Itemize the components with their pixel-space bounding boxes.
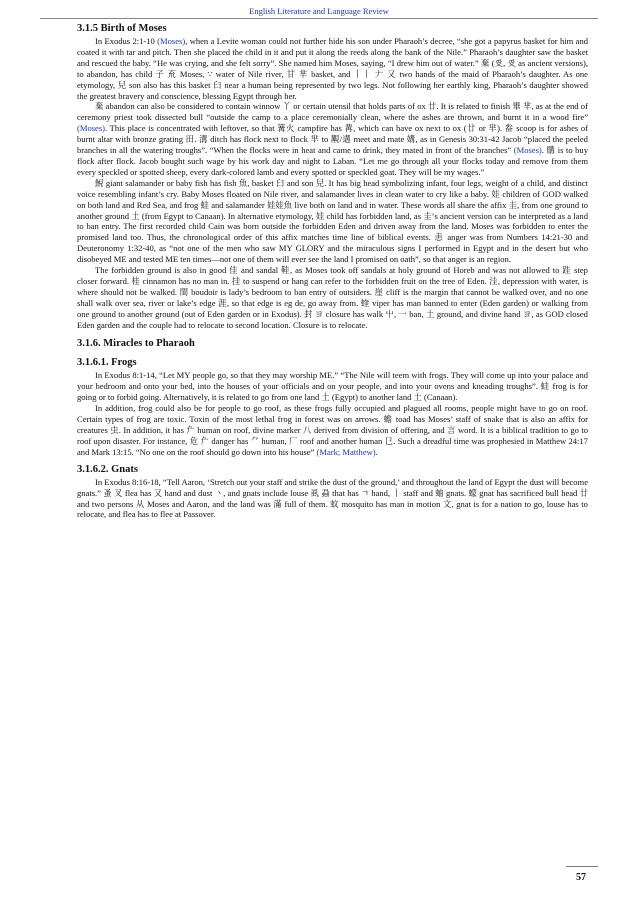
text-run: , basket bbox=[247, 177, 277, 188]
text-run: campfire has bbox=[294, 123, 345, 134]
footer-rule bbox=[566, 866, 598, 867]
chinese-glyph: 鯢 bbox=[95, 177, 104, 188]
section-heading: 3.1.5 Birth of Moses bbox=[77, 23, 167, 34]
chinese-glyph: 娃 bbox=[315, 210, 325, 221]
chinese-glyph: 覯 bbox=[330, 134, 340, 145]
body-paragraph bbox=[77, 477, 588, 521]
text-run: human on roof, divine marker bbox=[194, 425, 303, 435]
text-run: step closer forward. bbox=[77, 265, 588, 286]
chinese-glyph: 蛙 bbox=[200, 199, 209, 210]
text-run: human, bbox=[259, 435, 290, 446]
chinese-glyph: 購 bbox=[546, 145, 556, 156]
text-run: (from Egypt to Canaan). In alternative etymology, bbox=[139, 210, 316, 221]
text-run: gnat has sacrificed bull head bbox=[476, 487, 580, 498]
text-run: In Exodus 8:1-14, “Let MY people go, so that they may worship ME.” “The Nile will teem with frogs. They will come up into your palace and your bedroom and onto your bed, into the houses of your officials and on your people, and into your ovens and kneading troughs”. bbox=[77, 370, 588, 392]
text-run: , gnat is for a nation to go, louse has to relocate, and flea has to flee at Passover. bbox=[77, 498, 588, 520]
chinese-glyph: 蚊 bbox=[330, 498, 339, 509]
text-run: gnats. bbox=[443, 487, 469, 498]
chinese-glyph: 臼 bbox=[276, 177, 285, 188]
text-run: , bbox=[503, 57, 508, 68]
text-run: ’s ancient version can be interpreted as a land to ban entry. The first recorded child Cain was born outside the forbidden Eden and driven away from the land. Moses was forbidden to enter the promised land too. Thus, the chronological order of this affix matches time line of biblical events. bbox=[77, 210, 588, 243]
text-run: or bbox=[475, 123, 489, 134]
chinese-glyph: 臼 bbox=[213, 79, 222, 90]
text-run: , as GOD closed Eden garden and the couple had to relocate to second location. Closure is to relocate. bbox=[77, 308, 588, 330]
body-paragraph bbox=[77, 178, 588, 265]
chinese-glyph: 鞋 bbox=[281, 265, 291, 276]
text-run: anger was from Numbers 14:21-30 and Deuteronomy 1:32-40, as “not one of the men who saw MY GLORY and the miraculous signs I performed in Egypt and in the desert but who disobeyed ME and tested ME ten times—not one of them will ever see the land I promised on oath”, so that anger is an region. bbox=[77, 232, 588, 265]
text-run: staff and bbox=[400, 487, 436, 498]
chinese-glyph: 廿 bbox=[579, 487, 588, 498]
body-paragraph bbox=[77, 101, 588, 177]
text-run: full of them. bbox=[281, 498, 331, 509]
text-run: ( bbox=[489, 57, 495, 68]
chinese-glyph: 言 bbox=[447, 425, 456, 435]
chinese-glyph: 叉 bbox=[114, 487, 123, 498]
citation-link[interactable]: (Moses) bbox=[157, 36, 186, 46]
chinese-glyph: 虫 bbox=[110, 425, 119, 435]
text-run: . bbox=[375, 446, 378, 457]
chinese-glyph: 棄 bbox=[95, 101, 104, 112]
text-run: as ancient versions), to abandon, has child bbox=[77, 57, 588, 79]
section-heading: 3.1.6.1. Frogs bbox=[77, 357, 137, 369]
header-rule bbox=[40, 18, 598, 19]
chinese-glyph: 丨 bbox=[392, 487, 401, 498]
chinese-glyph: 溝 bbox=[198, 134, 208, 145]
text-run: word. It is a biblical tradition to go to roof upon disaster. For instance, bbox=[77, 425, 588, 446]
chinese-glyph: ∵ bbox=[207, 68, 213, 79]
text-run: closure has walk bbox=[323, 308, 386, 319]
chinese-glyph: 蟾 bbox=[383, 414, 393, 425]
chinese-glyph: 蝰 bbox=[360, 297, 370, 308]
chinese-glyph: 兒 bbox=[315, 177, 325, 188]
chinese-glyph: 虱 bbox=[310, 487, 319, 498]
text-run: son also has this basket bbox=[126, 79, 214, 90]
chinese-glyph: ㄱ bbox=[360, 487, 369, 498]
text-run: . It has big head symbolizing infant, four legs, weight of a child, and distinct voice resembling infant’s cry. Baby Moses floated on Nile river, and salamander lives in clean water to cry like a baby. bbox=[77, 177, 588, 199]
chinese-glyph: ヨ bbox=[314, 308, 324, 319]
text-run: cinnamon has no man in. bbox=[140, 275, 232, 286]
chinese-glyph: 土 bbox=[413, 392, 422, 403]
section-heading: 3.1.6.2. Gnats bbox=[77, 463, 138, 475]
text-run: and two persons bbox=[77, 498, 136, 509]
chinese-glyph: 八 bbox=[302, 425, 312, 435]
chinese-glyph: 蝨 bbox=[321, 487, 330, 498]
text-run: , so that edge is eg de, go away from. bbox=[226, 297, 361, 308]
text-run: , from one ground to another ground bbox=[77, 199, 588, 221]
text-run: child has forbidden land, as bbox=[324, 210, 424, 221]
chinese-glyph: 畢 bbox=[512, 101, 521, 112]
chinese-glyph: 丨丨 bbox=[353, 68, 372, 79]
text-run: toad has Moses’ staff of snake that is also an affix for creatures bbox=[77, 414, 588, 435]
chinese-glyph: 崖 bbox=[374, 286, 384, 297]
text-run: live both on land and in water. These words all share the affix bbox=[292, 199, 509, 210]
chinese-glyph: 屮 bbox=[385, 308, 394, 319]
text-run: ground, and divine hand bbox=[434, 308, 523, 319]
text-run: ). bbox=[497, 123, 505, 134]
text-run: or certain utensil that holds parts of ox bbox=[291, 101, 429, 112]
text-run: In Exodus 8:16-18, “Tell Aaron, ‘Stretch out your staff and strike the dust of the ground,’ and throughout the land of Egypt the dust will become gnats.” bbox=[77, 476, 588, 498]
chinese-glyph: 蛙 bbox=[540, 381, 550, 392]
chinese-glyph: 芈 bbox=[298, 68, 309, 79]
citation-link[interactable]: (Mark; Matthew) bbox=[316, 446, 376, 457]
body-paragraph bbox=[77, 403, 588, 458]
text-run: flea has bbox=[122, 487, 154, 498]
chinese-glyph: 媾 bbox=[406, 134, 416, 145]
chinese-glyph: 冓 bbox=[344, 123, 354, 134]
text-run: Moses and Aaron, and the land was bbox=[144, 498, 274, 509]
chinese-glyph: 从 bbox=[135, 498, 145, 509]
text-run: boudoir is lady’s bedroom to ban entry of outsiders. bbox=[188, 286, 375, 297]
text-run: The forbidden ground is also in good bbox=[95, 265, 230, 276]
chinese-glyph: 蠓 bbox=[468, 487, 477, 498]
chinese-glyph: 蚤 bbox=[103, 487, 112, 498]
text-run: abandon can also be considered to contain winnow bbox=[103, 101, 283, 112]
text-run: , depression with water, is where should not be walked. bbox=[77, 275, 588, 297]
chinese-glyph: 魚 bbox=[238, 177, 248, 188]
section-gap bbox=[77, 330, 588, 337]
text-run: viper has man banned to enter (Eden garden) or walking from one ground to another ground (out of Eden garden or in Exodus). bbox=[77, 297, 588, 319]
text-run: . bbox=[194, 134, 199, 145]
chinese-glyph: ⺈ bbox=[250, 435, 260, 446]
text-run: scoop is for ashes of burnt altar with bronze grating bbox=[77, 123, 588, 145]
text-run: , as at the end of ceremony priest took dissected bull “outside the camp to a place ceremonially clean, where the ashes are thrown, and burnt it in a wood fire” bbox=[77, 101, 588, 123]
chinese-glyph: 土 bbox=[426, 308, 435, 319]
chinese-glyph: 𠬪 bbox=[507, 57, 516, 68]
text-run: giant salamander or baby fish has fish bbox=[103, 177, 239, 188]
chinese-glyph: 佳 bbox=[229, 265, 239, 276]
text-run: , bbox=[393, 308, 399, 319]
text-run: In Exodus 2:1-10 bbox=[95, 36, 158, 46]
chinese-glyph: 田 bbox=[185, 134, 195, 145]
chinese-glyph: 危 bbox=[189, 435, 199, 446]
body-paragraph bbox=[77, 265, 588, 330]
chinese-glyph: 𠂇 bbox=[374, 68, 385, 79]
chinese-glyph: 又 bbox=[387, 68, 397, 79]
chinese-glyph: 桂 bbox=[131, 275, 141, 286]
text-run: , which can have ox next to ox ( bbox=[353, 123, 467, 134]
chinese-glyph: 芈 bbox=[488, 123, 498, 134]
text-run: . It is related to finish bbox=[436, 101, 513, 112]
running-header: English Literature and Language Review bbox=[249, 6, 389, 16]
chinese-glyph: 圭 bbox=[508, 199, 518, 210]
text-run: In addition, frog could also be for people to go roof, as these frogs fully occupied and plagued all rooms, people might have to go on roof. Certain types of frog are toxic. Toxin of the most lethal frog in forest was on arrows. bbox=[77, 403, 588, 425]
chinese-glyph: 丶 bbox=[214, 487, 224, 498]
text-run: / bbox=[339, 134, 342, 145]
text-run: is to buy flock after flock. Jacob bought such wage by his work day and night to Laban. “Let me go through all your flocks today and remove from them every speckled or spotted sheep, every dark-colored lamb and every spotted or speckled goat. They will be my wages.” bbox=[77, 145, 588, 177]
chinese-glyph: 棄 bbox=[480, 57, 490, 68]
chinese-glyph: 甘 bbox=[286, 68, 296, 79]
article-body bbox=[77, 22, 588, 520]
chinese-glyph: 娃娃魚 bbox=[266, 199, 293, 210]
text-run: derived from division of offering, and bbox=[311, 425, 448, 435]
chinese-glyph: 閨 bbox=[179, 286, 189, 297]
citation-link[interactable]: (Moses) bbox=[77, 123, 106, 134]
text-run: to suspend or hang can refer to the forbidden fruit on the tree of Eden. bbox=[240, 275, 490, 286]
text-run: ditch has flock next to flock bbox=[207, 134, 311, 145]
chinese-glyph: 廿 bbox=[428, 101, 437, 112]
chinese-glyph: 一 bbox=[398, 308, 407, 319]
chinese-glyph: 娃 bbox=[491, 188, 500, 199]
text-run: basket, and bbox=[308, 68, 354, 79]
chinese-glyph: 土 bbox=[131, 210, 140, 221]
chinese-glyph: 文 bbox=[442, 498, 452, 509]
text-run: , as in Genesis 30:31-42 Jacob “placed the peeled branches in all the watering troughs”. “When the flocks were in heat and came to drink, they mated in front of the branches” bbox=[77, 134, 588, 156]
chinese-glyph: ヨ bbox=[522, 308, 532, 319]
text-run: Moses, bbox=[176, 68, 208, 79]
chinese-glyph: 厃 bbox=[186, 425, 195, 435]
chinese-glyph: 又 bbox=[153, 487, 163, 498]
text-run: mosquito has man in motion bbox=[338, 498, 443, 509]
chinese-glyph: 挂 bbox=[231, 275, 241, 286]
chinese-glyph: 畚 bbox=[504, 123, 514, 134]
text-run: meet and mate bbox=[351, 134, 407, 145]
text-run: . Such a dreadful time was prophesied in Matthew 24:17 and Mark 13:15. “No one on the roof should go down into his house” bbox=[77, 435, 588, 457]
chinese-glyph: 𠬪 bbox=[494, 57, 504, 68]
text-run: and salamander bbox=[208, 199, 267, 210]
chinese-glyph: 恚 bbox=[434, 232, 444, 243]
citation-link[interactable]: (Moses) bbox=[513, 145, 542, 156]
chinese-glyph: 跬 bbox=[562, 265, 572, 276]
text-run: (Egypt) to another land bbox=[329, 392, 414, 403]
body-paragraph bbox=[77, 370, 588, 403]
chinese-glyph: 兒 bbox=[117, 79, 127, 90]
text-run: children of GOD walked on both land and Red Sea, and frog bbox=[77, 188, 588, 210]
chinese-glyph: 厂 bbox=[289, 435, 298, 446]
text-run: . In addition, it has bbox=[118, 425, 187, 435]
section-heading: 3.1.6. Miracles to Pharaoh bbox=[77, 338, 195, 350]
chinese-glyph: 涯 bbox=[218, 297, 227, 308]
chinese-glyph: 洼 bbox=[489, 275, 498, 286]
text-run: ban, bbox=[406, 308, 427, 319]
chinese-glyph: 蚰 bbox=[435, 487, 444, 498]
text-run: cliff is the margin that cannot be walked over, and no one shall walk over sea, river or lake’s edge bbox=[77, 286, 588, 308]
text-run: hand and dust bbox=[162, 487, 215, 498]
chinese-glyph: 篝火 bbox=[277, 123, 295, 134]
text-run: and sandal bbox=[238, 265, 281, 276]
text-run: and son bbox=[284, 177, 316, 188]
chinese-glyph: 子 bbox=[155, 68, 165, 79]
text-run: frog is for going or to forbid going. Alternatively, it is related to go from one land bbox=[77, 381, 588, 403]
text-run: that has bbox=[329, 487, 361, 498]
chinese-glyph: 丫 bbox=[282, 101, 292, 112]
text-run: near a human being represented by two legs. Not following her earthly king, Pharaoh’s daughter showed the greatest bravery and conscience, blessing Egypt through her. bbox=[77, 79, 588, 101]
chinese-glyph: 封 bbox=[304, 308, 313, 319]
page-number: 57 bbox=[576, 872, 586, 883]
chinese-glyph: 芈 bbox=[522, 101, 532, 112]
text-run: to bbox=[319, 134, 331, 145]
chinese-glyph: 㔾 bbox=[384, 435, 394, 446]
text-run: hand, bbox=[369, 487, 393, 498]
body-paragraph bbox=[77, 36, 588, 101]
chinese-glyph: 芈 bbox=[310, 134, 320, 145]
text-run: . This place is concentrated with leftover, so that bbox=[105, 123, 278, 134]
chinese-glyph: 廿 bbox=[466, 123, 476, 134]
text-run: roof and another human bbox=[297, 435, 385, 446]
chinese-glyph: 滿 bbox=[273, 498, 282, 509]
text-run: (Canaan). bbox=[421, 392, 458, 403]
chinese-glyph: 圭 bbox=[423, 210, 432, 221]
text-run: , when a Levite woman could not further hide his son under Pharaoh’s decree, “she got a papyrus basket for him and coated it with tar and pitch. Then she placed the child in it and put it along the reeds along the bank of the Nile.” Pharaoh’s daughter saw the basket and rescued the baby. “He was crying, and she felt sorry”. She named him Moses, saying, “I drew him out of water.” bbox=[77, 36, 588, 68]
text-run: , as Moses took off sandals at holy ground of Horeb and was not allowed to bbox=[290, 265, 563, 276]
chinese-glyph: 土 bbox=[321, 392, 330, 403]
text-run: water of Nile river, bbox=[212, 68, 287, 79]
chinese-glyph: 厃 bbox=[200, 435, 209, 446]
chinese-glyph: 遘 bbox=[341, 134, 352, 145]
chinese-glyph: 㐬 bbox=[167, 68, 177, 79]
text-run: , and gnats include louse bbox=[223, 487, 311, 498]
text-run: danger has bbox=[209, 435, 251, 446]
text-run: . bbox=[541, 145, 547, 156]
text-run: two hands of the maid of Pharaoh’s daughter. As one etymology, bbox=[77, 68, 588, 90]
